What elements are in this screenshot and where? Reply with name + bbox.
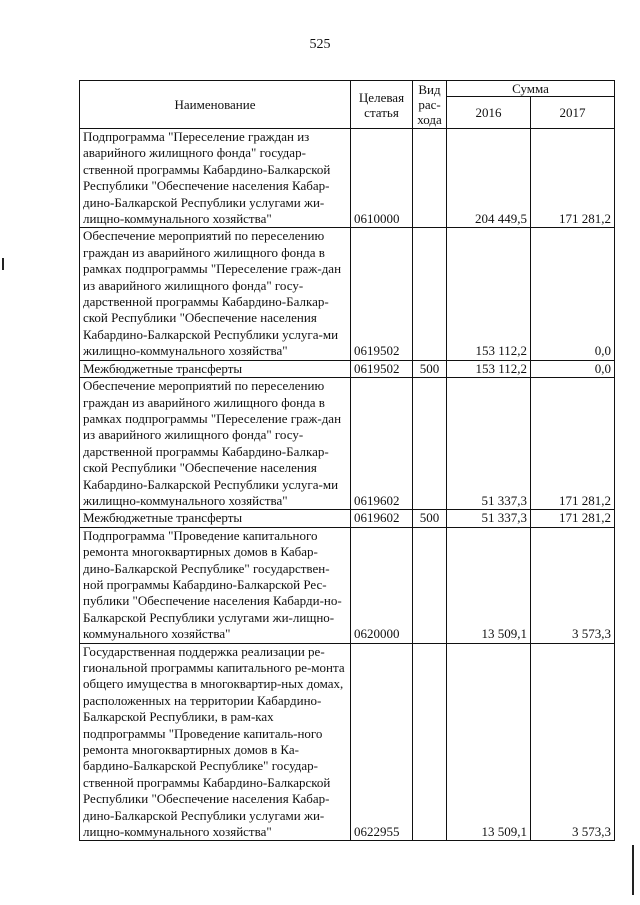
row-expense-type [413,378,447,510]
row-sum-2017: 171 281,2 [531,378,615,510]
table-row [80,643,615,841]
row-name: Подпрограмма "Проведение капитального ремонта многоквартирных домов в Кабар-дино-Балкарской Республике" государствен-ной программы Кабардино-Балкарской Рес-публики "Обеспечение населения Кабарди-но-Балкарской Республики услугами жи-лищно-коммунального хозяйства" [80,527,351,643]
row-target-article: 0610000 [351,129,413,228]
row-name: Обеспечение мероприятий по переселению граждан из аварийного жилищного фонда в рамках подпрограммы "Переселение граж-дан из аварийного жилищного фонда" госу-дарственной программы Кабардино-Балкар-ской Республики "Обеспечение населения Кабардино-Балкарской Республики услуга-ми жилищно-коммунального хозяйства" [80,228,351,360]
table-row [80,129,615,228]
header-name: Наименование [80,81,351,129]
table-body [80,129,615,841]
row-sum-2016: 13 509,1 [447,527,531,643]
row-sum-2016: 51 337,3 [447,510,531,527]
row-expense-type [413,643,447,841]
row-sum-2017: 171 281,2 [531,129,615,228]
budget-table [79,80,615,841]
row-sum-2017: 0,0 [531,228,615,360]
row-name: Государственная поддержка реализации ре-гиональной программы капитального ре-монта общего имущества в многоквартир-ных домах, расположенных на территории Кабардино-Балкарской Республики, в рам-ках подпрограммы "Проведение капиталь-ного ремонта многоквартирных домов в Ка-бардино-Балкарской Республике" государ-ственной программы Кабардино-Балкарской Республики "Обеспечение населения Кабар-дино-Балкарской Республики услугами жи-лищно-коммунального хозяйства" [80,643,351,841]
row-name: Межбюджетные трансферты [80,360,351,377]
row-target-article: 0619602 [351,378,413,510]
row-name: Подпрограмма "Переселение граждан из аварийного жилищного фонда" государ-ственной программы Кабардино-Балкарской Республики "Обеспечение населения Кабар-дино-Балкарской Республики услугами жи-лищно-коммунального хозяйства" [80,129,351,228]
row-sum-2017: 0,0 [531,360,615,377]
header-year-2017: 2017 [531,97,615,129]
header-year-2016: 2016 [447,97,531,129]
scan-margin-mark [2,258,4,270]
row-sum-2016: 13 509,1 [447,643,531,841]
row-sum-2016: 153 112,2 [447,360,531,377]
table-row [80,527,615,643]
table-row [80,360,615,377]
row-expense-type: 500 [413,360,447,377]
row-sum-2017: 3 573,3 [531,643,615,841]
row-name: Межбюджетные трансферты [80,510,351,527]
header-target-article: Целевая статья [351,81,413,129]
page-number: 525 [309,37,331,52]
row-target-article: 0619502 [351,360,413,377]
row-sum-2017: 171 281,2 [531,510,615,527]
row-target-article: 0622955 [351,643,413,841]
row-sum-2016: 51 337,3 [447,378,531,510]
row-sum-2017: 3 573,3 [531,527,615,643]
table-row [80,378,615,510]
row-target-article: 0619502 [351,228,413,360]
header-sum: Сумма [447,81,615,97]
row-target-article: 0620000 [351,527,413,643]
row-sum-2016: 153 112,2 [447,228,531,360]
row-sum-2016: 204 449,5 [447,129,531,228]
row-expense-type [413,129,447,228]
row-expense-type: 500 [413,510,447,527]
header-expense-type: Вид рас-хода [413,81,447,129]
table-row [80,510,615,527]
row-expense-type [413,228,447,360]
scan-margin-mark [632,845,634,895]
row-target-article: 0619602 [351,510,413,527]
table-row [80,228,615,360]
row-expense-type [413,527,447,643]
row-name: Обеспечение мероприятий по переселению граждан из аварийного жилищного фонда в рамках подпрограммы "Переселение граж-дан из аварийного жилищного фонда" госу-дарственной программы Кабардино-Балкар-ской Республики "Обеспечение населения Кабардино-Балкарской Республики услуга-ми жилищно-коммунального хозяйства" [80,378,351,510]
